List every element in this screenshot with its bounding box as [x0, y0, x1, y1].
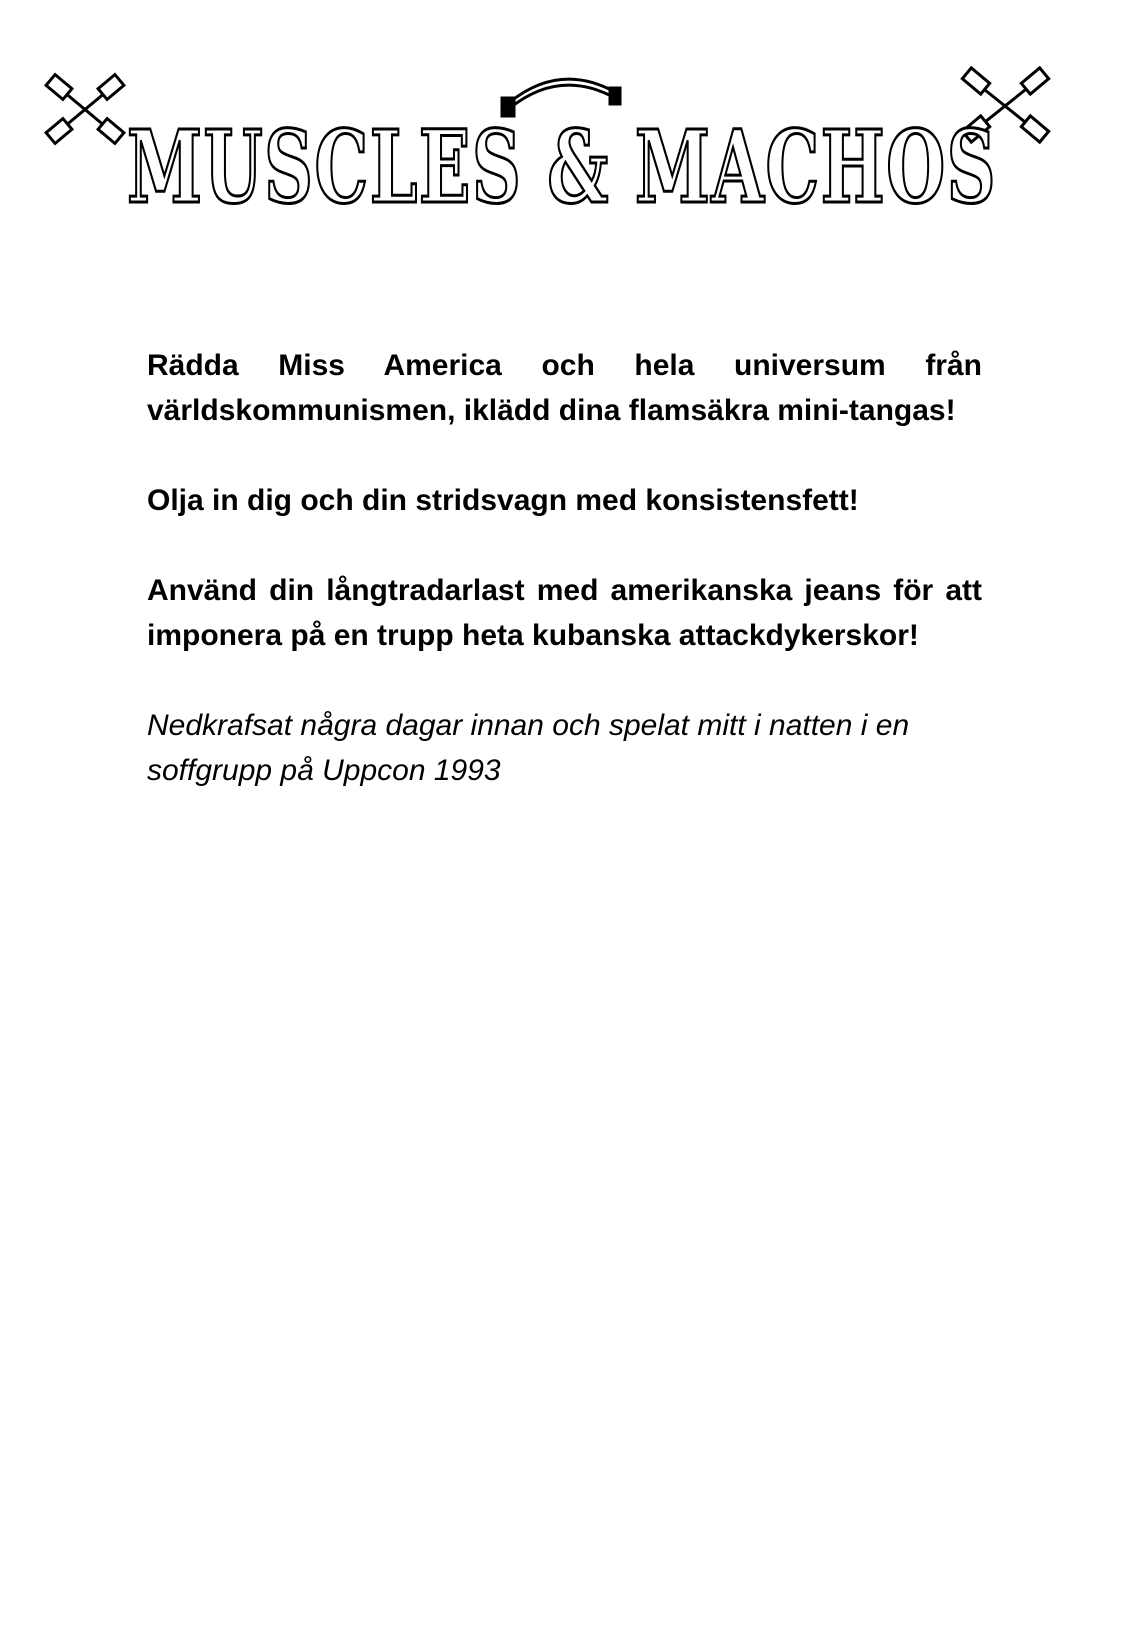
- crossed-dumbbells-left-icon: [46, 75, 124, 144]
- paragraph-jeans: Använd din långtradarlast med amerikanska jeans för att imponera på en trupp heta kubanska attackdykerskor!: [147, 574, 982, 652]
- logo-title-text: MUSCLES & MACHOS: [127, 108, 997, 226]
- muscles-machos-logo: [40, 62, 1085, 232]
- pitch-text: [147, 343, 982, 838]
- paragraph-miss-america: Rädda Miss America och hela universum från världskommunismen, iklädd dina flamsäkra mini-tangas!: [147, 349, 982, 427]
- footnote-uppcon: Nedkrafsat några dagar innan och spelat mitt i natten i en soffgrupp på Uppcon 1993: [147, 709, 910, 787]
- paragraph-oil-tank: Olja in dig och din stridsvagn med konsistensfett!: [147, 484, 859, 517]
